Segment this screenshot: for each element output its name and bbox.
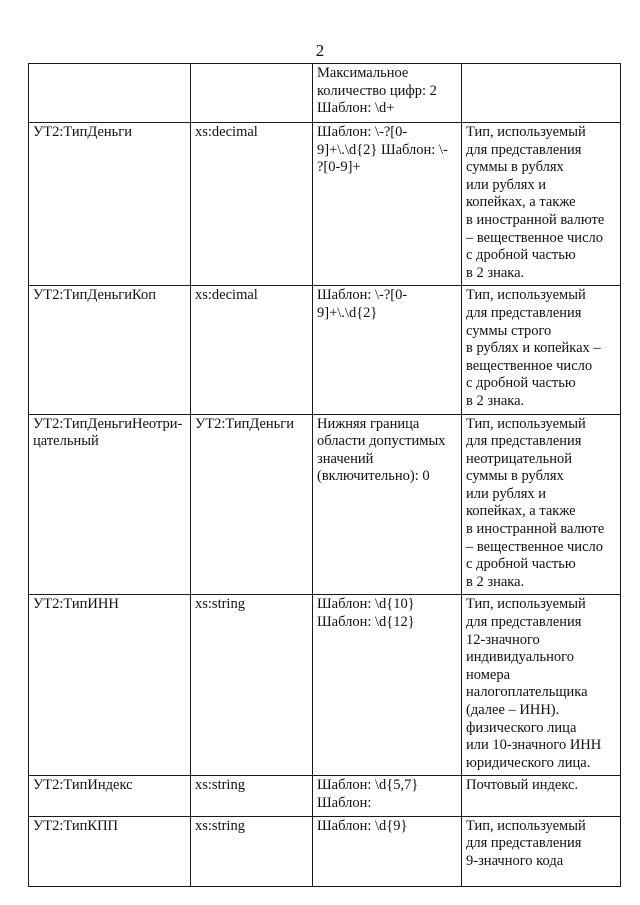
table-row [29,123,621,286]
description-line: Тип, используемый [466,124,586,140]
description-line: 12-значного [466,631,540,648]
description-line: копейках, а также [466,503,576,520]
type-name-cell [29,414,191,595]
description-line: в 2 знака. [466,392,525,409]
description-cell [462,595,621,776]
restrictions-line: 9]+\.\d{2} [317,304,378,321]
description-line: вещественное число [466,357,593,374]
description-line: Тип, используемый [466,415,586,432]
description-line: 9-значного кода [466,852,564,869]
description-line: неотрицательной [466,450,572,467]
type-name-cell [29,64,191,123]
description-line: налогоплательщика [466,684,588,701]
description-line: в 2 знака. [466,264,525,281]
restrictions-line: Шаблон: \d{5,7} [317,777,419,794]
description-line: или рублях и [466,176,547,193]
description-cell [462,64,621,123]
restrictions-cell [313,816,462,886]
table-row [29,64,621,123]
table-row [29,286,621,414]
restrictions-cell [313,595,462,776]
description-cell [462,286,621,414]
description-line: номера [466,666,511,683]
type-name-cell: УТ2:ТипИндекс [29,776,191,816]
description-line: или 10-значного ИНН [466,737,602,754]
restrictions-line: области допустимых [317,433,446,450]
table-row [29,414,621,595]
types-table [28,63,621,887]
description-cell [462,123,621,286]
restrictions-line: ?[0-9]+ [317,159,361,176]
page-number: 2 [315,41,325,60]
type-name-cell: УТ2:ТипИНН [29,595,191,776]
description-line: Тип, используемый [466,817,586,834]
description-line: с дробной частью [466,375,576,392]
restrictions-line: Шаблон: \d{12} [317,614,415,631]
description-line: Тип, используемый [466,596,586,613]
description-line: суммы в рублях [466,159,564,176]
table-row [29,816,621,886]
restrictions-line: значений [317,450,374,467]
description-line: с дробной частью [466,247,576,264]
restrictions-line: Максимальное [317,65,409,81]
description-line: суммы строго [466,322,552,339]
description-line: индивидуального [466,649,574,666]
restrictions-cell [313,776,462,816]
description-line: в 2 знака. [466,573,525,590]
restrictions-line: Шаблон: [317,794,372,811]
restrictions-cell [313,414,462,595]
description-cell: Почтовый индекс. [462,776,621,816]
restrictions-line: Нижняя граница [317,415,420,432]
type-name-line: цательный [33,433,99,450]
description-line: суммы в рублях [466,468,564,485]
description-cell [462,414,621,595]
restrictions-line: (включительно): 0 [317,468,430,485]
description-line: для представления [466,304,582,321]
description-cell [462,816,621,886]
description-line: в рублях и копейках – [466,340,601,357]
description-line: физического лица [466,719,577,736]
restrictions-cell [313,64,462,123]
base-type-cell: xs:decimal [191,123,313,286]
base-type-cell: xs:decimal [191,286,313,414]
description-line: копейках, а также [466,194,576,211]
restrictions-line: 9]+\.\d{2} Шаблон: \- [317,141,448,158]
base-type-cell [191,64,313,123]
description-line: Тип, используемый [466,287,586,304]
restrictions-cell [313,286,462,414]
description-line: в иностранной валюте [466,521,605,538]
table-row [29,776,621,816]
description-line: для представления [466,433,582,450]
description-line: – вещественное число [466,538,603,555]
description-line: – вещественное число [466,229,603,246]
description-line: с дробной частью [466,556,576,573]
type-name-cell: УТ2:ТипДеньги [29,123,191,286]
type-name-cell: УТ2:ТипДеньгиКоп [29,286,191,414]
description-line: или рублях и [466,485,547,502]
restrictions-line: Шаблон: \d{10} [317,596,415,613]
description-line: для представления [466,614,582,631]
restrictions-line: Шаблон: \-?[0- [317,287,408,304]
restrictions-cell [313,123,462,286]
base-type-cell: xs:string [191,816,313,886]
restrictions-line: Шаблон: \d+ [317,100,395,117]
base-type-cell: УТ2:ТипДеньги [191,414,313,595]
restrictions-line: Шаблон: \-?[0- [317,124,408,140]
base-type-cell: xs:string [191,776,313,816]
base-type-cell: xs:string [191,595,313,776]
restrictions-line: Шаблон: \d{9} [317,817,408,834]
restrictions-line: количество цифр: 2 [317,82,437,99]
description-line: в иностранной валюте [466,211,605,228]
description-line: (далее – ИНН). [466,702,560,718]
description-line: для представления [466,141,582,158]
description-line: для представления [466,835,582,852]
description-line: юридического лица. [466,754,591,771]
type-name-cell: УТ2:ТипКПП [29,816,191,886]
type-name-line: УТ2:ТипДеньгиНеотри- [33,415,183,432]
table-row [29,595,621,776]
